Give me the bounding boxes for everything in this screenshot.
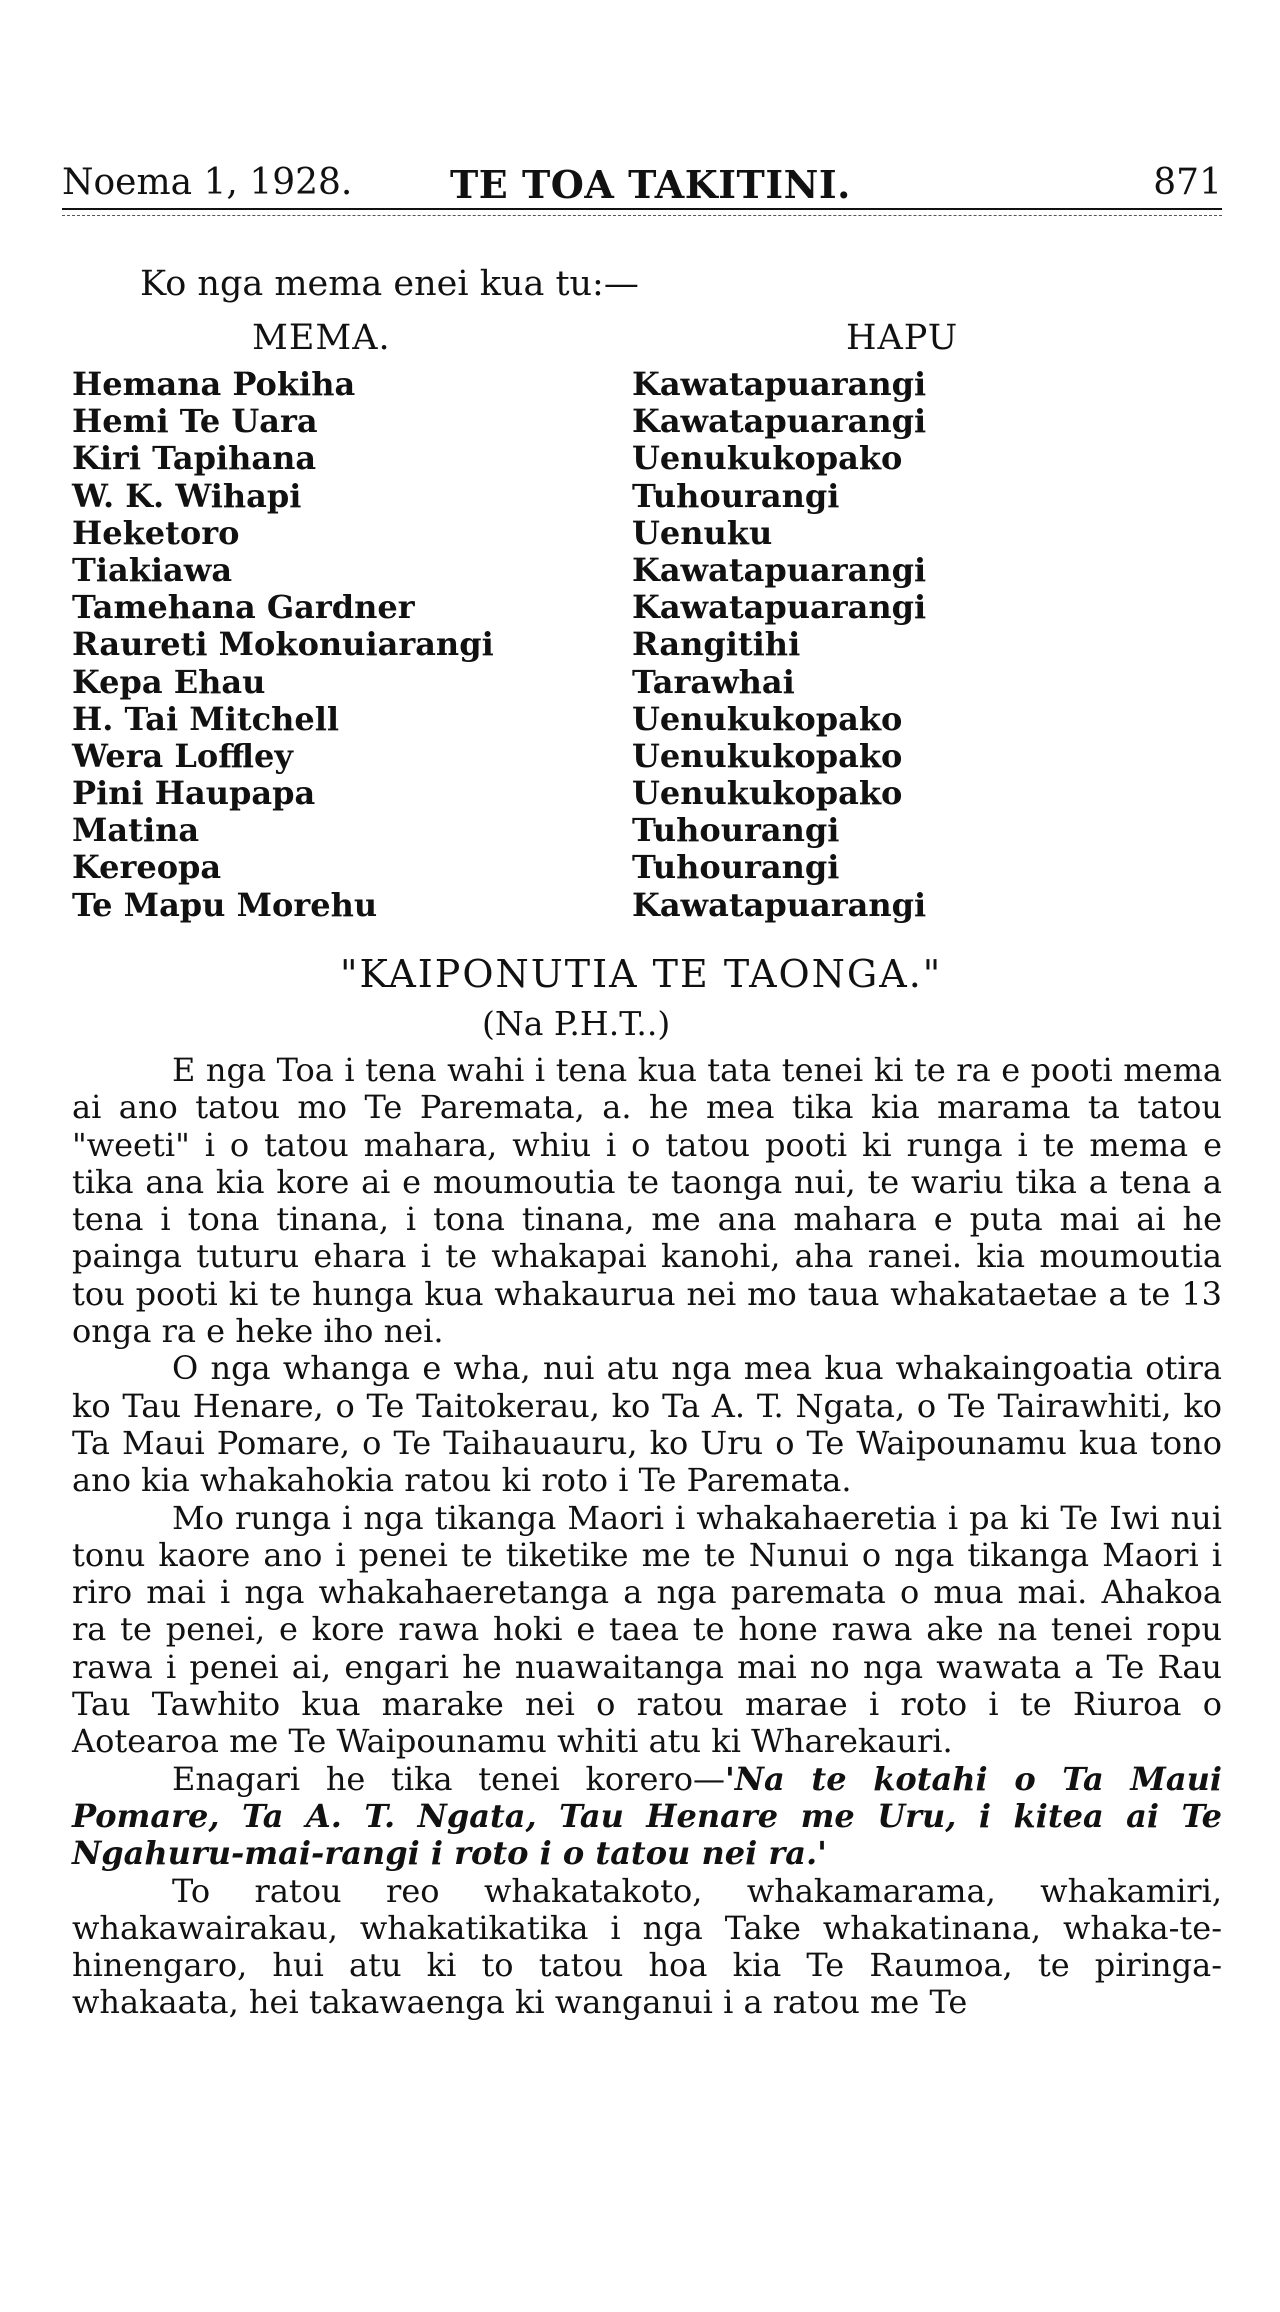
quotation: 'Na te kotahi o Ta Maui Pomare, Ta A. T. Ngata, Tau Henare me Uru, i kitea ai Te Ngahuru-mai-rangi i roto i o tatou nei ra.' — [72, 1759, 1223, 1873]
member-hapu: Kawatapuarangi — [632, 365, 927, 403]
member-hapu: Tuhourangi — [632, 811, 840, 850]
paragraph: O nga whanga e wha, nui atu nga mea kua whakaingoatia otira ko Tau Henare, o Te Taitokerau, ko Ta A. T. Ngata, o Te Tairawhiti, ko Ta Maui Pomare, o Te Taihauauru, ko Uru o Te Waipounamu kua tono ano kia whakahokia ratou ki roto i Te Paremata. — [72, 1349, 1222, 1500]
member-name: Heketoro — [72, 513, 240, 552]
member-hapu: Rangitihi — [632, 625, 801, 664]
member-name: H. Tai Mitchell — [72, 699, 340, 738]
member-name: Kiri Tapihana — [72, 439, 317, 478]
member-name: Hemi Te Uara — [72, 402, 318, 441]
newspaper-title: TE TOA TAKITINI. — [450, 162, 851, 207]
article-title: "KAIPONUTIA TE TAONGA." — [340, 952, 943, 996]
member-hapu-list — [632, 366, 926, 924]
member-hapu: Uenuku — [632, 513, 773, 552]
member-name: Wera Loffley — [72, 736, 293, 775]
member-name: Pini Haupapa — [72, 774, 316, 813]
member-name: Tiakiawa — [72, 550, 233, 589]
member-name: Raureti Mokonuiarangi — [72, 625, 494, 664]
header-rule — [62, 208, 1222, 210]
paragraph: To ratou reo whakatakoto, whakamarama, whakamiri, whakawairakau, whakatikatika i nga Take whakatinana, whaka-te-hinengaro, hui atu ki to tatou hoa kia Te Raumoa, te piringa-whakaata, hei takawaenga ki wanganui i a ratou me Te — [72, 1871, 1222, 2022]
paragraph — [72, 1761, 1222, 1873]
member-name: Kereopa — [72, 848, 222, 887]
member-hapu: Tuhourangi — [632, 476, 840, 515]
column-heading-mema: MEMA. — [252, 318, 391, 358]
paragraph-lead: Enagari he tika tenei korero— — [172, 1759, 725, 1798]
column-heading-hapu: HAPU — [846, 318, 959, 358]
member-hapu: Tuhourangi — [632, 848, 840, 887]
member-hapu: Kawatapuarangi — [632, 550, 927, 589]
member-hapu: Kawatapuarangi — [632, 588, 927, 627]
paragraph: Mo runga i nga tikanga Maori i whakahaeretia i pa ki Te Iwi nui tonu kaore ano i penei te tiketike me te Nunui o nga tikanga Maori i riro mai i nga whakahaeretanga a nga paremata o mua mai. Ahakoa ra te penei, e kore rawa hoki e taea te hone rawa ake na tenei ropu rawa i penei ai, engari he nuawaitanga mai no nga wawata a Te Rau Tau Tawhito kua marake nei o ratou marae i roto i te Riuroa o Aotearoa me Te Waipounamu whiti atu ki Wharekauri. — [72, 1498, 1222, 1761]
member-hapu: Kawatapuarangi — [632, 885, 927, 924]
page-number: 871 — [1153, 162, 1222, 203]
article-byline: (Na P.H.T..) — [482, 1004, 671, 1043]
member-name: W. K. Wihapi — [72, 476, 302, 515]
running-head — [62, 162, 1222, 218]
member-name: Hemana Pokiha — [72, 365, 356, 403]
member-hapu: Uenukukopako — [632, 699, 903, 738]
member-hapu: Kawatapuarangi — [632, 402, 927, 441]
member-hapu: Uenukukopako — [632, 439, 903, 478]
paragraph: E nga Toa i tena wahi i tena kua tata tenei ki te ra e pooti mema ai ano tatou mo Te Paremata, a. he mea tika kia marama ta tatou "weeti" i o tatou mahara, whiu i o tatou pooti ki runga i te mema e tika ana kia kore ai e moumoutia te taonga nui, te wariu tika a tena a tena i tona tinana, i tona tinana, me ana mahara e puta mai ai he painga tuturu ehara i te whakapai kanohi, aha ranei. kia moumoutia tou pooti ki te hunga kua whakaurua nei mo taua whakataetae a te 13 onga ra e heke iho nei. — [72, 1051, 1222, 1351]
member-name: Matina — [72, 811, 200, 850]
members-intro: Ko nga mema enei kua tu:— — [140, 264, 639, 304]
header-rule-dashed — [62, 215, 1222, 216]
member-name: Te Mapu Morehu — [72, 885, 378, 924]
member-hapu: Uenukukopako — [632, 774, 903, 813]
member-hapu: Uenukukopako — [632, 736, 903, 775]
article-body — [72, 1052, 1222, 2022]
member-name: Kepa Ehau — [72, 662, 266, 701]
header-date: Noema 1, 1928. — [62, 162, 353, 203]
member-hapu: Tarawhai — [632, 662, 795, 701]
member-name: Tamehana Gardner — [72, 588, 415, 627]
member-name-list — [72, 366, 494, 924]
